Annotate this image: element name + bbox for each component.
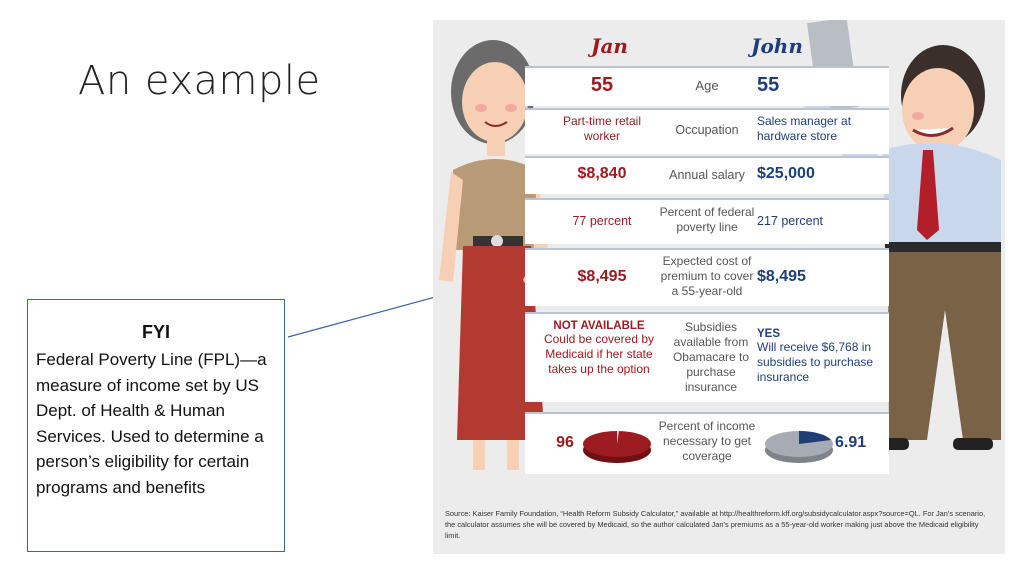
jan-subsidies-head: NOT AVAILABLE — [553, 320, 645, 332]
row-occupation — [525, 108, 889, 154]
fyi-heading: FYI — [141, 322, 170, 342]
row-fpl — [525, 198, 889, 244]
label-subsidies: Subsidies available from Obamacare to purchase insurance — [672, 320, 750, 394]
label-income-percent: Percent of income necessary to get coverage — [658, 419, 756, 463]
jan-premium: $8,495 — [577, 268, 627, 285]
label-salary: Annual salary — [669, 168, 745, 182]
john-premium: $8,495 — [757, 268, 806, 285]
source-note: Source: Kaiser Family Foundation, “Health Reform Subsidy Calculator,” available at http://healthreform.kff.org/subsidycalculator.aspx?source=QL. For Jan’s scenario, the calculator assumes she will be covered by Medicaid, so the author calculated Jan’s premiums as a 55-year-old worker making just above the Medicaid eligibility limit. — [445, 509, 986, 540]
row-salary — [525, 156, 889, 194]
infographic — [433, 20, 1005, 554]
row-income-percent — [525, 412, 889, 474]
label-fpl: Percent of federal poverty line — [659, 205, 755, 234]
jan-subsidies — [537, 320, 661, 377]
jan-name: Jan — [591, 34, 628, 58]
john-age: 55 — [757, 74, 780, 96]
slide-title: An example — [78, 58, 321, 104]
john-salary: $25,000 — [757, 165, 815, 182]
jan-income-percent: 96 — [556, 434, 574, 451]
john-subsidies — [757, 328, 885, 385]
fyi-body: Federal Poverty Line (FPL)—a measure of income set by US Dept. of Health & Human Services. Used to determine a person’s eligibility for certain programs and benefits — [36, 350, 267, 497]
label-premium: Expected cost of premium to cover a 55-year-old — [660, 254, 754, 298]
jan-occupation: Part-time retail worker — [562, 114, 642, 143]
john-income-percent: 6.91 — [835, 434, 867, 451]
jan-subsidies-text: Could be covered by Medicaid if her state takes up the option — [543, 332, 655, 376]
row-age — [525, 66, 889, 106]
jan-salary: $8,840 — [577, 165, 627, 182]
label-age: Age — [695, 78, 719, 93]
john-subsidies-text: Will receive $6,768 in subsidies to purchase insurance — [757, 340, 874, 384]
row-premium — [525, 248, 889, 306]
john-fpl: 217 percent — [757, 214, 824, 228]
jan-pie-icon — [581, 424, 653, 466]
john-subsidies-head: YES — [757, 328, 781, 340]
john-occupation: Sales manager at hardware store — [757, 114, 852, 143]
john-name: John — [751, 34, 803, 58]
label-occupation: Occupation — [675, 123, 739, 137]
john-pie-icon — [763, 424, 835, 466]
row-subsidies — [525, 312, 889, 402]
jan-fpl: 77 percent — [572, 214, 632, 228]
jan-age: 55 — [590, 74, 614, 96]
